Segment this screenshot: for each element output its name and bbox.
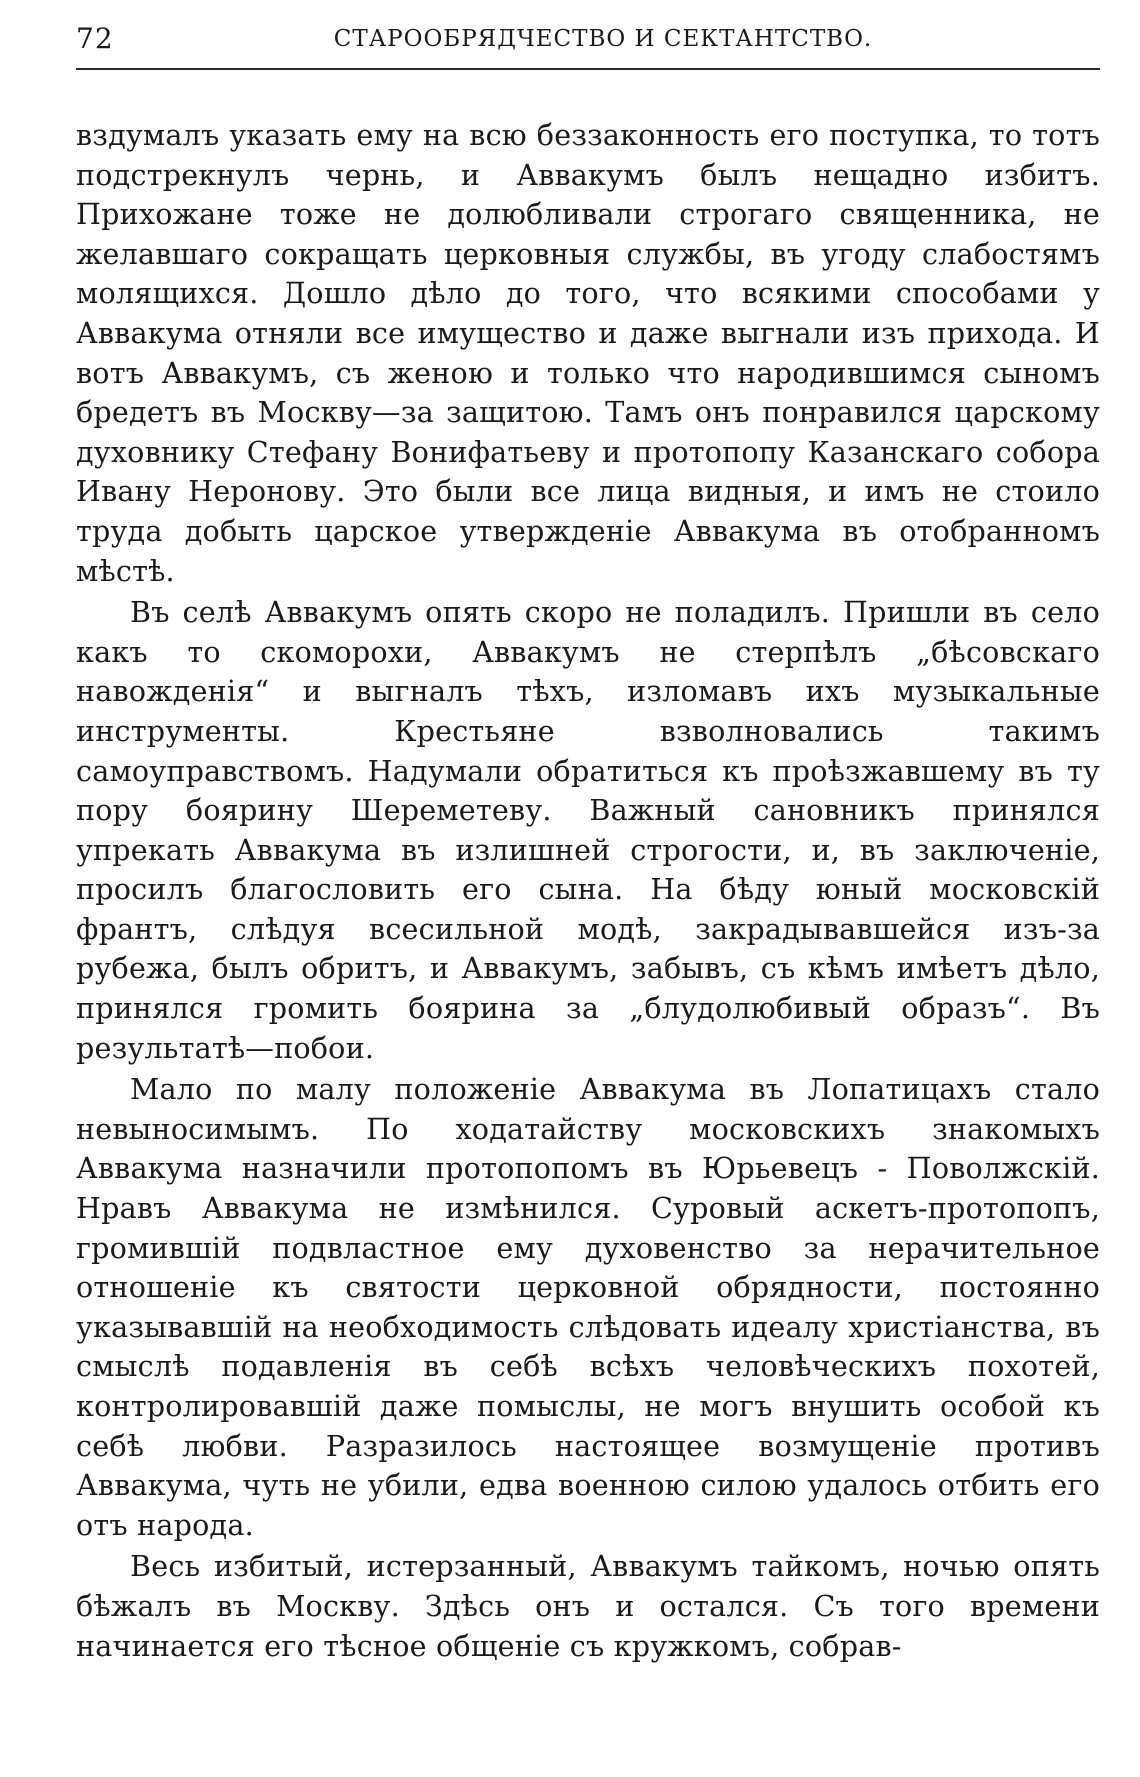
header-rule (76, 68, 1100, 70)
book-page (76, 18, 1100, 1666)
body-text (76, 116, 1100, 1666)
running-title: СТАРООБРЯДЧЕСТВО И СЕКТАНТСТВО. (333, 26, 873, 52)
page-number: 72 (76, 22, 114, 55)
paragraph-3: Мало по малу положеніе Аввакума въ Лопатицахъ стало невыносимымъ. По ходатайству московскихъ знакомыхъ Аввакума назначили протопопомъ въ Юрьевецъ - Поволжскій. Нравъ Аввакума не измѣнился. Суровый аскетъ-протопопъ, громившій подвластное ему духовенство за нерачительное отношеніе къ святости церковной обрядности, постоянно указывавшій на необходимость слѣдовать идеалу христіанства, въ смыслѣ подавленія въ себѣ всѣхъ человѣческихъ похотей, контролировавшій даже помыслы, не могъ внушить особой къ себѣ любви. Разразилось настоящее возмущеніе противъ Аввакума, чуть не убили, едва военною силою удалось отбить его отъ народа. (76, 1072, 1100, 1542)
page-header (76, 18, 1100, 72)
paragraph-2: Въ селѣ Аввакумъ опять скоро не поладилъ. Пришли въ село какъ то скоморохи, Аввакумъ не стерпѣлъ „бѣсовскаго навожденія“ и выгналъ тѣхъ, изломавъ ихъ музыкальные инструменты. Крестьяне взволновались такимъ самоуправствомъ. Надумали обратиться къ проѣзжавшему въ ту пору боярину Шереметеву. Важный сановникъ принялся упрекать Аввакума въ излишней строгости, и, въ заключеніе, просилъ благословить его сына. На бѣду юный московскій франтъ, слѣдуя всесильной модѣ, закрадывавшейся изъ-за рубежа, былъ обритъ, и Аввакумъ, забывъ, съ кѣмъ имѣетъ дѣло, принялся громить боярина за „блудолюбивый образъ“. Въ результатѣ—побои. (76, 595, 1100, 1065)
paragraph-1: вздумалъ указать ему на всю беззаконность его поступка, то тотъ подстрекнулъ чернь, и Аввакумъ былъ нещадно избитъ. Прихожане тоже не долюбливали строгаго священника, не желавшаго сокращать церковныя службы, въ угоду слабостямъ молящихся. Дошло дѣло до того, что всякими способами у Аввакума отняли все имущество и даже выгнали изъ прихода. И вотъ Аввакумъ, съ женою и только что народившимся сыномъ бредетъ въ Москву—за защитою. Тамъ онъ понравился царскому духовнику Стефану Вонифатьеву и протопопу Казанскаго собора Ивану Неронову. Это были все лица видныя, и имъ не стоило труда добыть царское утвержденіе Аввакума въ отобранномъ мѣстѣ. (76, 118, 1100, 588)
paragraph-4: Весь избитый, истерзанный, Аввакумъ тайкомъ, ночью опять бѣжалъ въ Москву. Здѣсь онъ и остался. Съ того времени начинается его тѣсное общеніе съ кружкомъ, собрав- (76, 1549, 1100, 1663)
